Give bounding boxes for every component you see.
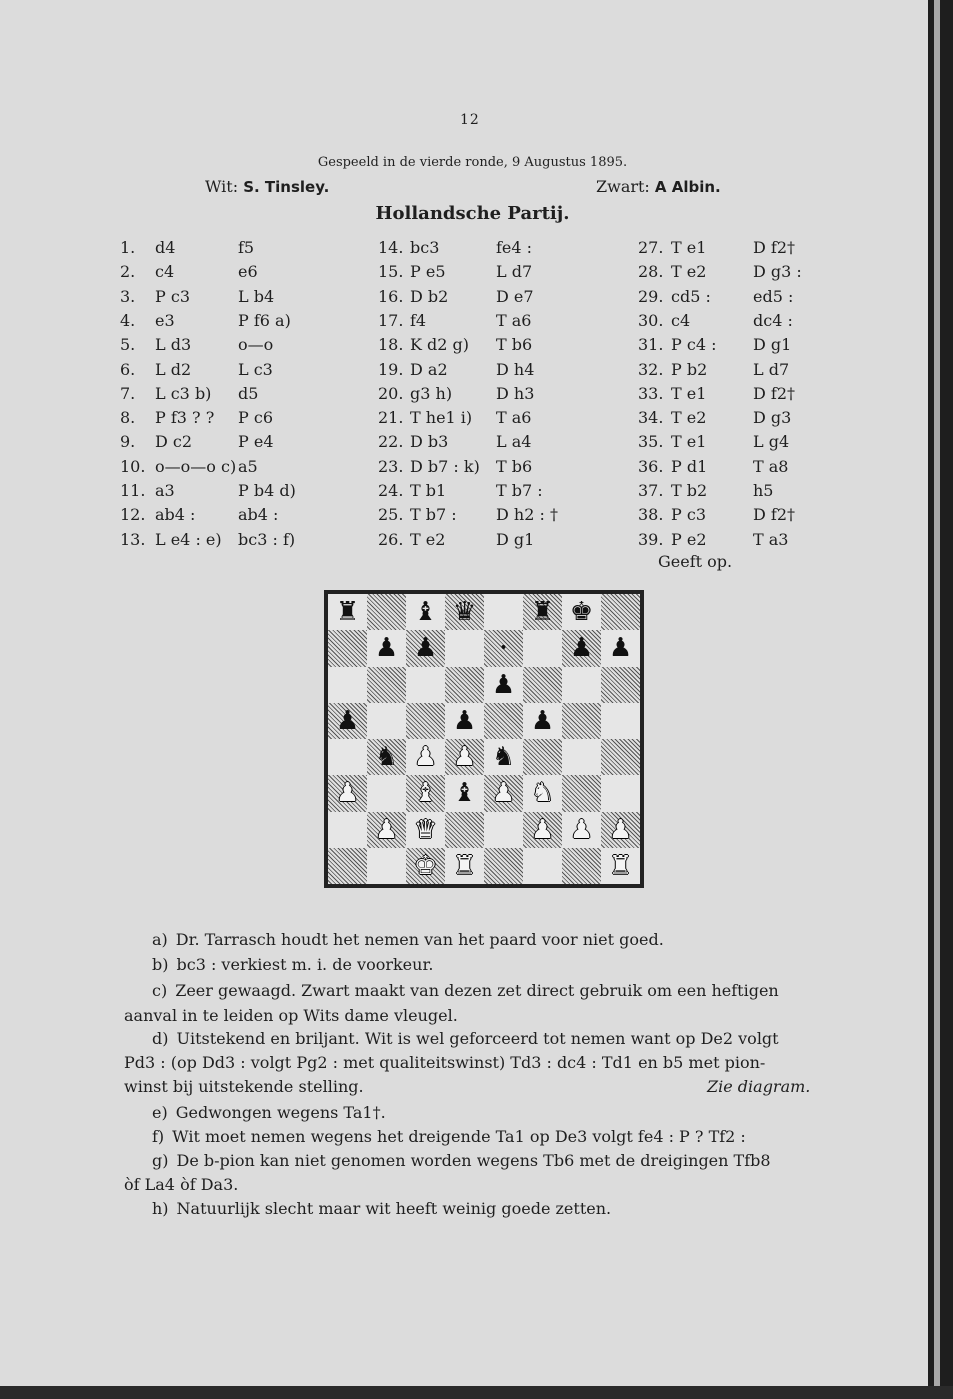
black-move: T b7 : — [496, 481, 543, 500]
board-square — [601, 630, 640, 666]
black-player — [596, 177, 721, 196]
move-row — [378, 358, 578, 382]
board-square — [523, 667, 562, 703]
white-move: d4 — [155, 238, 176, 257]
white-move: K d2 g) — [410, 335, 470, 355]
move-number: 7. — [120, 383, 136, 403]
move-number: 31. — [638, 335, 664, 355]
move-number: 20. — [378, 383, 404, 403]
white-move: D b2 — [410, 286, 449, 306]
board-square — [601, 739, 640, 775]
black-bishop-icon: ♝ — [452, 778, 477, 809]
black-move: a5 — [238, 456, 258, 476]
white-move: a3 — [155, 481, 175, 500]
board-square — [601, 812, 640, 848]
move-number: 23. — [378, 456, 404, 476]
page-number: 12 — [460, 112, 480, 128]
board-square — [328, 739, 367, 775]
board-square — [445, 775, 484, 811]
footnote-line — [152, 955, 433, 974]
black-move: fe4 : — [496, 238, 533, 257]
board-square — [367, 775, 406, 811]
board-square — [406, 703, 445, 739]
move-number: 12. — [120, 505, 146, 525]
board-square — [406, 739, 445, 775]
move-number: 29. — [638, 286, 664, 306]
white-move: P d1 — [671, 456, 708, 476]
black-move: P e4 — [238, 432, 274, 452]
footnote-line — [152, 1199, 611, 1218]
black-move: h5 — [753, 481, 774, 500]
white-label: Wit: — [205, 177, 239, 196]
white-move: g3 h) — [410, 383, 453, 403]
move-number: 25. — [378, 505, 404, 525]
white-knight-icon: ♞ — [530, 778, 555, 809]
black-move: D g3 : — [753, 262, 802, 282]
board-square — [601, 775, 640, 811]
board-square — [523, 775, 562, 811]
white-move: D c2 — [155, 432, 193, 452]
black-queen-icon: ♛ — [452, 597, 477, 628]
footnote-text: De b-pion kan niet genomen worden wegens Tb6 met de dreigingen Tfb8 — [176, 1151, 771, 1170]
board-square — [523, 812, 562, 848]
board-square — [523, 848, 562, 884]
board-square — [445, 812, 484, 848]
move-row — [378, 455, 578, 479]
board-square — [523, 630, 562, 666]
board-square — [562, 848, 601, 884]
board-square — [562, 739, 601, 775]
board-square — [367, 739, 406, 775]
move-number: 5. — [120, 335, 136, 355]
white-move: cd5 : — [671, 286, 711, 306]
white-pawn-icon: ♟ — [491, 778, 516, 809]
black-move: f5 — [238, 238, 255, 257]
move-row — [120, 309, 320, 333]
white-move: D a2 — [410, 359, 448, 379]
board-square — [562, 812, 601, 848]
white-move: o—o—o c) — [155, 456, 237, 476]
black-pawn-icon: ♟ — [374, 633, 399, 664]
board-square — [445, 848, 484, 884]
chess-diagram — [324, 590, 644, 888]
board-square — [445, 703, 484, 739]
move-number: 17. — [378, 310, 404, 330]
move-row — [120, 382, 320, 406]
white-queen-icon: ♛ — [413, 814, 438, 845]
move-row — [120, 285, 320, 309]
black-king-icon: ♚ — [569, 597, 594, 628]
scan-edge — [928, 0, 953, 1399]
black-knight-icon: ♞ — [491, 742, 516, 773]
black-move: D e7 — [496, 286, 534, 306]
footnote-text: Pd3 : (op Dd3 : volgt Pg2 : met qualiteitswinst) Td3 : dc4 : Td1 en b5 met pion- — [124, 1053, 766, 1072]
black-rook-icon: ♜ — [335, 597, 360, 628]
white-move: L e4 : e) — [155, 529, 222, 549]
move-number: 36. — [638, 456, 664, 476]
black-move: L c3 — [238, 359, 273, 379]
footnote-text: Wit moet nemen wegens het dreigende Ta1 op De3 volgt fe4 : P ? Tf2 : — [172, 1127, 746, 1146]
board-square — [328, 812, 367, 848]
move-row — [378, 285, 578, 309]
footnote-line — [152, 1029, 779, 1048]
move-number: 32. — [638, 359, 664, 379]
board-square — [367, 667, 406, 703]
white-rook-icon: ♜ — [608, 850, 633, 881]
move-number: 8. — [120, 408, 136, 428]
white-move: T he1 i) — [410, 408, 473, 428]
move-row — [378, 430, 578, 454]
black-move: L d7 — [496, 262, 533, 282]
board-dot-mark: • — [499, 640, 508, 657]
white-move: c4 — [155, 262, 175, 282]
black-move: P f6 a) — [238, 310, 291, 330]
board-square — [523, 703, 562, 739]
black-name: A Albin. — [654, 178, 721, 196]
board-square — [328, 667, 367, 703]
move-row — [378, 528, 578, 552]
board-square — [562, 594, 601, 630]
board-square — [601, 848, 640, 884]
board-square — [406, 848, 445, 884]
board-square — [601, 594, 640, 630]
board-square — [562, 703, 601, 739]
black-move: D f2† — [753, 238, 796, 257]
black-label: Zwart: — [596, 177, 650, 196]
white-move: T e2 — [410, 529, 446, 549]
move-row — [378, 382, 578, 406]
white-move: T e2 — [671, 408, 707, 428]
black-move: T b6 — [496, 335, 533, 355]
move-number: 2. — [120, 262, 136, 282]
footnote-line — [152, 981, 779, 1000]
move-number: 22. — [378, 432, 404, 452]
black-move: ed5 : — [753, 286, 794, 306]
black-pawn-icon: ♟ — [413, 633, 438, 664]
footnote-mark: d) — [152, 1029, 169, 1048]
white-move: T b1 — [410, 481, 447, 500]
black-move: T a8 — [753, 456, 789, 476]
board-square — [562, 775, 601, 811]
move-number: 26. — [378, 529, 404, 549]
white-pawn-icon: ♟ — [608, 814, 633, 845]
black-move: T a6 — [496, 310, 532, 330]
white-move: L d2 — [155, 359, 192, 379]
white-move: ab4 : — [155, 505, 196, 525]
board-square — [367, 703, 406, 739]
move-row — [638, 236, 838, 260]
move-number: 18. — [378, 335, 404, 355]
move-number: 27. — [638, 238, 664, 257]
footnote-line — [152, 1127, 746, 1146]
game-info: Gespeeld in de vierde ronde, 9 Augustus 1895. — [317, 155, 628, 170]
black-move: D g1 — [753, 335, 792, 355]
move-number: 10. — [120, 456, 146, 476]
black-move: D f2† — [753, 383, 796, 403]
black-move: L a4 — [496, 432, 532, 452]
move-number: 6. — [120, 359, 136, 379]
footnote-line — [152, 1151, 771, 1170]
move-row — [378, 333, 578, 357]
move-row — [638, 309, 838, 333]
footnote-line — [152, 1103, 386, 1122]
black-move: dc4 : — [753, 310, 793, 330]
footnote-mark: e) — [152, 1103, 168, 1122]
black-move: P c6 — [238, 408, 273, 428]
white-move: P e5 — [410, 262, 446, 282]
board-square — [367, 630, 406, 666]
move-row — [638, 260, 838, 284]
white-pawn-icon: ♟ — [530, 814, 555, 845]
white-move: bc3 — [410, 238, 440, 257]
white-king-icon: ♚ — [413, 850, 438, 881]
footnote-line — [124, 1053, 765, 1072]
board-square — [328, 775, 367, 811]
move-number: 16. — [378, 286, 404, 306]
move-number: 21. — [378, 408, 404, 428]
black-pawn-icon: ♟ — [569, 633, 594, 664]
white-move: T e2 — [671, 262, 707, 282]
move-number: 19. — [378, 359, 404, 379]
black-rook-icon: ♜ — [530, 597, 555, 628]
white-move: L c3 b) — [155, 383, 212, 403]
black-move: D g1 — [496, 529, 535, 549]
board-square — [484, 848, 523, 884]
move-row — [120, 406, 320, 430]
footnote-mark: a) — [152, 930, 168, 949]
move-row — [638, 430, 838, 454]
footnote-text: aanval in te leiden op Wits dame vleugel. — [124, 1006, 458, 1025]
black-move: T b6 — [496, 456, 533, 476]
board-square — [601, 703, 640, 739]
scan-edge-highlight — [934, 0, 940, 1399]
move-row — [120, 333, 320, 357]
board-square — [445, 667, 484, 703]
move-row — [638, 479, 838, 503]
black-pawn-icon: ♟ — [608, 633, 633, 664]
move-number: 33. — [638, 383, 664, 403]
footnote-mark: g) — [152, 1151, 169, 1170]
board-square — [406, 630, 445, 666]
black-pawn-icon: ♟ — [491, 669, 516, 700]
white-move: T e1 — [671, 432, 707, 452]
board-square — [484, 775, 523, 811]
board-square — [445, 594, 484, 630]
move-number: 14. — [378, 238, 404, 257]
move-number: 4. — [120, 310, 136, 330]
move-row — [378, 309, 578, 333]
white-move: T b7 : — [410, 505, 457, 525]
board-square — [445, 630, 484, 666]
footnote-text: Zeer gewaagd. Zwart maakt van dezen zet direct gebruik om een heftigen — [175, 981, 779, 1000]
footnote-mark: b) — [152, 955, 169, 974]
black-move: T a6 — [496, 408, 532, 428]
white-move: T e1 — [671, 383, 707, 403]
move-row — [120, 236, 320, 260]
move-number: 30. — [638, 310, 664, 330]
white-pawn-icon: ♟ — [569, 814, 594, 845]
white-move: c4 — [671, 310, 691, 330]
white-move: D b3 — [410, 432, 449, 452]
move-row — [378, 260, 578, 284]
move-number: 37. — [638, 481, 664, 500]
white-pawn-icon: ♟ — [335, 778, 360, 809]
white-move: P c3 — [155, 286, 190, 306]
board-square — [406, 594, 445, 630]
board-square — [484, 594, 523, 630]
black-move: bc3 : f) — [238, 529, 296, 549]
move-row — [638, 358, 838, 382]
footnote-line — [124, 1006, 458, 1025]
footnote-line — [124, 1077, 364, 1096]
black-move: D h2 : † — [496, 505, 558, 525]
board-square — [484, 630, 523, 666]
move-number: 38. — [638, 505, 664, 525]
white-move: L d3 — [155, 335, 192, 355]
black-bishop-icon: ♝ — [413, 597, 438, 628]
black-move: L b4 — [238, 286, 275, 306]
move-number: 28. — [638, 262, 664, 282]
black-move: D h4 — [496, 359, 535, 379]
move-row — [378, 236, 578, 260]
board-square — [328, 594, 367, 630]
board-square — [445, 739, 484, 775]
white-move: P b2 — [671, 359, 708, 379]
footnote-line — [124, 1175, 238, 1194]
white-bishop-icon: ♝ — [413, 778, 438, 809]
white-pawn-icon: ♟ — [413, 742, 438, 773]
footnote-text: òf La4 òf Da3. — [124, 1175, 239, 1194]
footnote-text: Dr. Tarrasch houdt het nemen van het paard voor niet goed. — [175, 930, 664, 949]
move-row — [378, 406, 578, 430]
board-square — [484, 812, 523, 848]
move-number: 34. — [638, 408, 664, 428]
white-move: e3 — [155, 310, 175, 330]
board-square — [523, 739, 562, 775]
move-row — [120, 358, 320, 382]
black-move: d5 — [238, 383, 259, 403]
black-move: D g3 — [753, 408, 792, 428]
board-square — [601, 667, 640, 703]
board-square — [562, 667, 601, 703]
move-number: 39. — [638, 529, 664, 549]
chess-board-grid — [328, 594, 640, 884]
black-move: ab4 : — [238, 505, 279, 525]
move-number: 3. — [120, 286, 136, 306]
black-move: P b4 d) — [238, 481, 296, 500]
white-move: P f3 ? ? — [155, 408, 215, 428]
footnote-mark: f) — [152, 1127, 165, 1146]
footnote-text: Gedwongen wegens Ta1†. — [175, 1103, 386, 1122]
scan-bottom-edge — [0, 1386, 953, 1399]
white-move: T b2 — [671, 481, 708, 500]
move-row — [638, 382, 838, 406]
footnote-line — [152, 930, 664, 949]
board-square — [562, 630, 601, 666]
white-pawn-icon: ♟ — [452, 742, 477, 773]
footnote-mark: c) — [152, 981, 168, 1000]
black-pawn-icon: ♟ — [452, 705, 477, 736]
white-move: f4 — [410, 310, 427, 330]
move-number: 35. — [638, 432, 664, 452]
black-move: D f2† — [753, 505, 796, 525]
move-number: 13. — [120, 529, 146, 549]
footnote-text: bc3 : verkiest m. i. de voorkeur. — [176, 955, 434, 974]
resign-text: Geeft op. — [658, 552, 733, 571]
move-row — [638, 528, 838, 552]
move-number: 15. — [378, 262, 404, 282]
board-square — [367, 848, 406, 884]
board-square — [406, 667, 445, 703]
move-row — [638, 406, 838, 430]
move-row — [638, 455, 838, 479]
black-move: D h3 — [496, 383, 535, 403]
move-row — [638, 285, 838, 309]
white-move: P c3 — [671, 505, 706, 525]
move-number: 11. — [120, 481, 146, 500]
black-pawn-icon: ♟ — [530, 705, 555, 736]
white-move: D b7 : k) — [410, 456, 480, 476]
move-row — [378, 503, 578, 527]
black-move: L g4 — [753, 432, 790, 452]
board-square — [367, 594, 406, 630]
move-number: 9. — [120, 432, 136, 452]
opening-title: Hollandsche Partij. — [375, 203, 570, 224]
move-row — [120, 260, 320, 284]
move-row — [638, 503, 838, 527]
footnote-text: Uitstekend en briljant. Wit is wel geforceerd tot nemen want op De2 volgt — [176, 1029, 779, 1048]
board-square — [328, 630, 367, 666]
board-square — [367, 812, 406, 848]
board-square — [484, 667, 523, 703]
move-row — [120, 455, 320, 479]
footnote-text: Natuurlijk slecht maar wit heeft weinig goede zetten. — [176, 1199, 612, 1218]
black-move: o—o — [238, 335, 274, 355]
white-player — [205, 177, 329, 196]
white-move: P c4 : — [671, 335, 717, 355]
move-row — [638, 333, 838, 357]
white-move: P e2 — [671, 529, 707, 549]
black-move: L d7 — [753, 359, 790, 379]
footnote-text: winst bij uitstekende stelling. — [124, 1077, 364, 1096]
move-number: 24. — [378, 481, 404, 500]
white-move: T e1 — [671, 238, 707, 257]
move-row — [378, 479, 578, 503]
white-rook-icon: ♜ — [452, 850, 477, 881]
white-pawn-icon: ♟ — [374, 814, 399, 845]
board-square — [328, 703, 367, 739]
black-move: T a3 — [753, 529, 789, 549]
board-square — [484, 703, 523, 739]
board-square — [328, 848, 367, 884]
footnote-mark: h) — [152, 1199, 169, 1218]
board-square — [406, 812, 445, 848]
board-square — [406, 775, 445, 811]
move-row — [120, 430, 320, 454]
zie-diagram-text: Zie diagram. — [707, 1077, 811, 1096]
move-row — [120, 503, 320, 527]
board-square — [523, 594, 562, 630]
black-pawn-icon: ♟ — [335, 705, 360, 736]
move-row — [120, 479, 320, 503]
board-square — [484, 739, 523, 775]
black-knight-icon: ♞ — [374, 742, 399, 773]
white-name: S. Tinsley. — [243, 178, 330, 196]
move-row — [120, 528, 320, 552]
move-number: 1. — [120, 238, 136, 257]
black-move: e6 — [238, 262, 258, 282]
